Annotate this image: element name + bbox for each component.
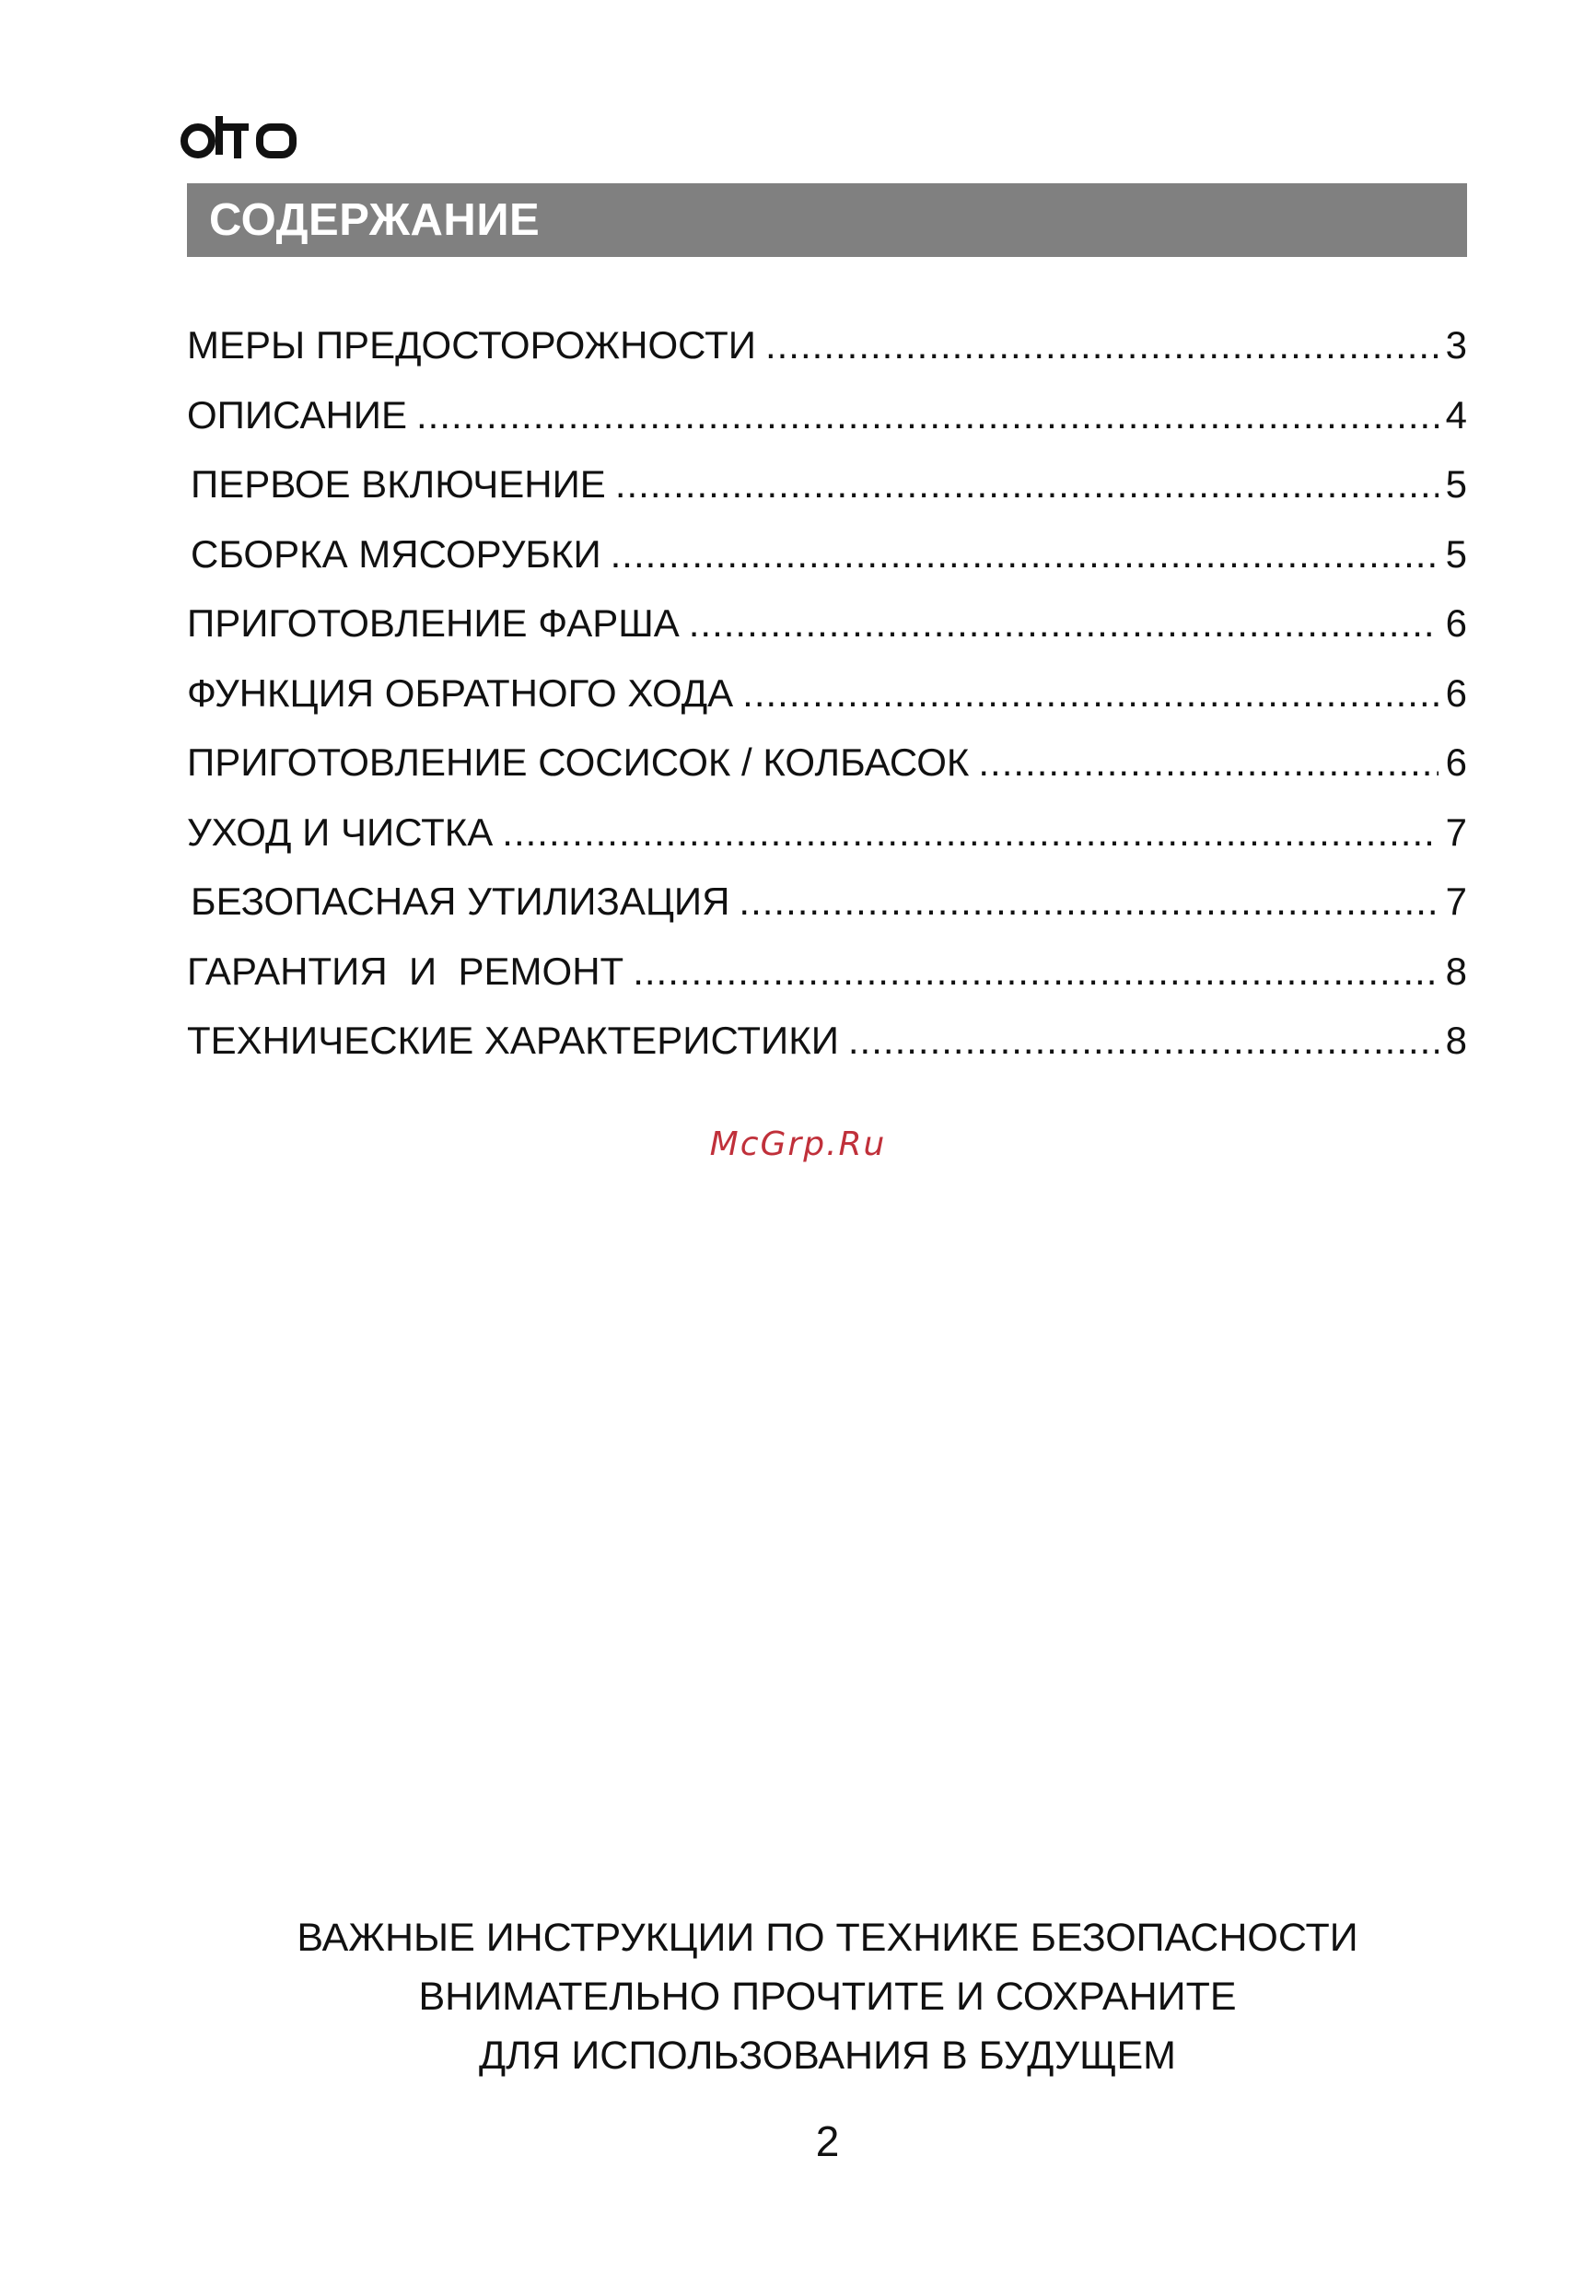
page-number: 2 [815, 2117, 840, 2165]
toc-item-specifications[interactable] [187, 1019, 1467, 1089]
toc-item-page: 6 [1445, 601, 1467, 645]
toc-dot-leader [502, 810, 1438, 855]
toc-item-disposal[interactable] [187, 880, 1467, 950]
toc-item-page: 5 [1445, 462, 1467, 506]
toc-item-page: 8 [1445, 949, 1467, 993]
toc-dot-leader [633, 950, 1438, 994]
toc-item-label: БЕЗОПАСНАЯ УТИЛИЗАЦИЯ [191, 880, 730, 923]
toc-item-page: 4 [1445, 392, 1467, 437]
safety-notice-line-1: ВАЖНЫЕ ИНСТРУКЦИИ ПО ТЕХНИКЕ БЕЗОПАСНОСТИ [297, 1916, 1358, 1960]
toc-item-label: ТЕХНИЧЕСКИЕ ХАРАКТЕРИСТИКИ [187, 1019, 839, 1062]
toc-item-care-cleaning[interactable] [187, 810, 1467, 880]
toc-item-page: 7 [1445, 880, 1467, 923]
toc-item-label: ПРИГОТОВЛЕНИЕ ФАРША [187, 601, 680, 645]
table-of-contents [187, 323, 1467, 1089]
toc-dot-leader [739, 880, 1438, 924]
toc-item-page: 6 [1445, 740, 1467, 784]
toc-item-label: ОПИСАНИЕ [187, 392, 407, 437]
toc-dot-leader [848, 1019, 1439, 1063]
toc-item-label: УХОД И ЧИСТКА [187, 810, 494, 854]
toc-item-assembly[interactable] [187, 532, 1467, 602]
toc-item-label: МЕРЫ ПРЕДОСТОРОЖНОСТИ [187, 323, 756, 367]
toc-item-label: ГАРАНТИЯ И РЕМОНТ [187, 949, 624, 993]
toc-dot-leader [416, 393, 1439, 437]
toc-item-label: ПЕРВОЕ ВКЛЮЧЕНИЕ [191, 462, 606, 506]
safety-notice-line-3: ДЛЯ ИСПОЛЬЗОВАНИЯ В БУДУЩЕМ [479, 2034, 1176, 2078]
toc-item-warranty[interactable] [187, 950, 1467, 1020]
toc-dot-leader [611, 532, 1439, 577]
watermark-text: McGrp.Ru [709, 1125, 887, 1163]
toc-item-reverse-function[interactable] [187, 671, 1467, 741]
toc-dot-leader [765, 323, 1439, 367]
toc-dot-leader [689, 601, 1439, 646]
toc-item-page: 8 [1445, 1019, 1467, 1062]
safety-notice-line-2: ВНИМАТЕЛЬНО ПРОЧТИТЕ И СОХРАНИТЕ [418, 1975, 1237, 2019]
toc-item-description[interactable] [187, 393, 1467, 463]
toc-item-label: ФУНКЦИЯ ОБРАТНОГО ХОДА [187, 670, 734, 715]
toc-item-page: 3 [1445, 323, 1467, 367]
toc-item-label: СБОРКА МЯСОРУБКИ [191, 531, 601, 576]
toc-dot-leader [615, 462, 1439, 507]
toc-item-label: ПРИГОТОВЛЕНИЕ СОСИСОК / КОЛБАСОК [187, 740, 970, 784]
toc-item-sausages[interactable] [187, 740, 1467, 810]
safety-notice [0, 1908, 1596, 2085]
toc-item-page: 7 [1445, 810, 1467, 854]
olto-logo-mark [181, 112, 300, 164]
toc-dot-leader [978, 740, 1438, 785]
toc-item-page: 5 [1445, 531, 1467, 576]
contents-header-bar [187, 183, 1467, 257]
contents-title: СОДЕРЖАНИЕ [209, 195, 541, 245]
toc-item-first-use[interactable] [187, 462, 1467, 532]
toc-dot-leader [742, 671, 1438, 716]
olto-logo [181, 112, 300, 164]
toc-item-precautions[interactable] [187, 323, 1467, 393]
toc-item-page: 6 [1445, 670, 1467, 715]
toc-item-mincing[interactable] [187, 601, 1467, 671]
